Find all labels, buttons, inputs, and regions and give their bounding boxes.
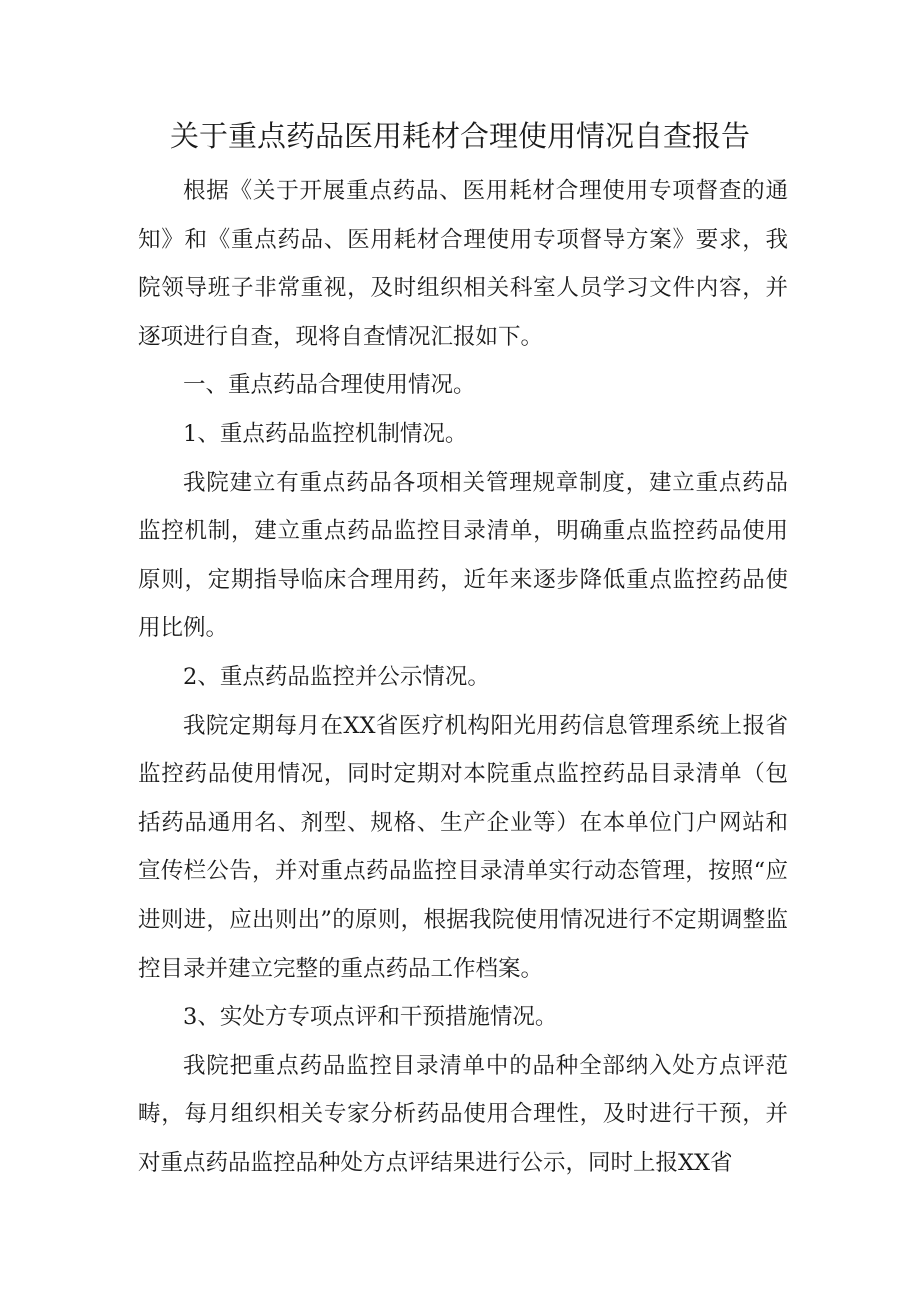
intro-paragraph: 根据《关于开展重点药品、医用耗材合理使用专项督查的通知》和《重点药品、医用耗材合理使用专项督导方案》要求，我院领导班子非常重视，及时组织相关科室人员学习文件内容，并逐项进行自查，现将自查情况汇报如下。 <box>138 178 788 350</box>
subsection-heading: 3、实处方专项点评和干预措施情况。 <box>183 1004 558 1031</box>
subsection-heading: 1、重点药品监控机制情况。 <box>183 420 468 447</box>
document-title: 关于重点药品医用耗材合理使用情况自查报告 <box>169 119 750 153</box>
body-paragraph: 我院定期每月在XX省医疗机构阳光用药信息管理系统上报省监控药品使用情况，同时定期对本院重点监控药品目录清单（包括药品通用名、剂型、规格、生产企业等）在本单位门户网站和宣传栏公告，并对重点药品监控目录清单实行动态管理，按照“应进则进，应出则出”的原则，根据我院使用情况进行不定期调整监控目录并建立完整的重点药品工作档案。 <box>138 712 788 982</box>
section-heading: 一、重点药品合理使用情况。 <box>183 372 476 399</box>
subsection-heading: 2、重点药品监控并公示情况。 <box>183 663 490 690</box>
body-paragraph: 我院建立有重点药品各项相关管理规章制度，建立重点药品监控机制，建立重点药品监控目录清单，明确重点监控药品使用原则，定期指导临床合理用药，近年来逐步降低重点监控药品使用比例。 <box>138 469 788 642</box>
document-body <box>138 167 788 1187</box>
body-paragraph: 我院把重点药品监控目录清单中的品种全部纳入处方点评范畴，每月组织相关专家分析药品使用合理性，及时进行干预，并对重点药品监控品种处方点评结果进行公示，同时上报XX省 <box>138 1052 788 1176</box>
